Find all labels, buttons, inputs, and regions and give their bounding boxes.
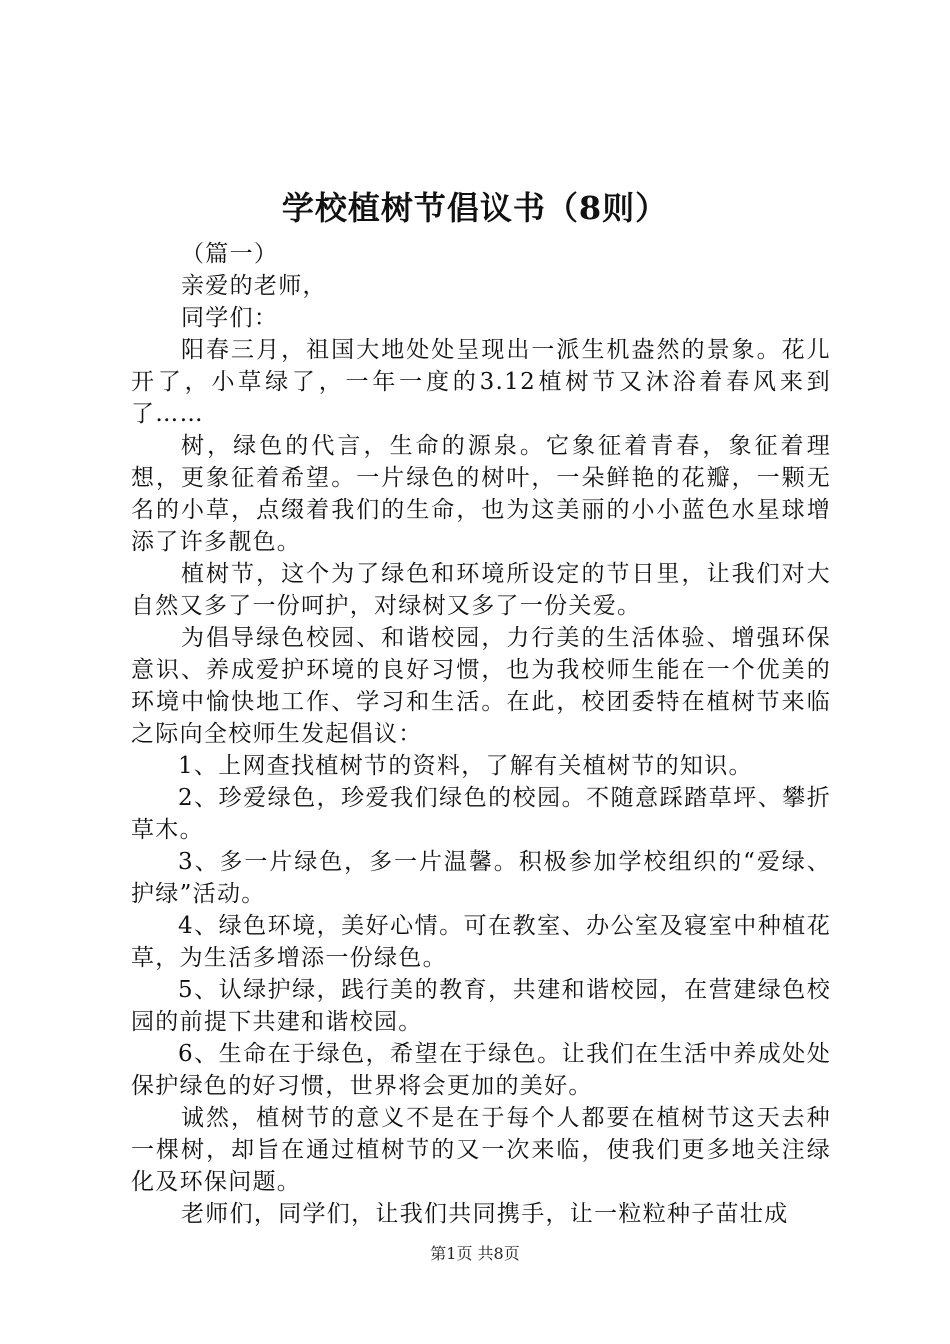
document-title: 学校植树节倡议书（8则） [281,189,669,227]
proposal-item: 6、生命在于绿色，希望在于绿色。让我们在生活中养成处处保护绿色的好习惯，世界将会更加的美好。 [131,1041,831,1099]
proposal-item: 1、上网查找植树节的资料，了解有关植树节的知识。 [178,753,753,779]
body-paragraph: 老师们，同学们，让我们共同携手，让一粒粒种子苗壮成 [181,1201,789,1227]
proposal-item: 3、多一片绿色，多一片温馨。积极参加学校组织的“爱绿、护绿”活动。 [131,849,831,907]
proposal-item: 2、珍爱绿色，珍爱我们绿色的校园。不随意踩踏草坪、攀折草木。 [131,785,831,843]
section-label: （篇一） [181,241,279,267]
proposal-item: 4、绿色环境，美好心情。可在教室、办公室及寝室中种植花草，为生活多增添一份绿色。 [131,913,831,971]
salutation-line: 同学们： [181,305,279,331]
body-paragraph: 植树节，这个为了绿色和环境所设定的节日里，让我们对大自然又多了一份呵护，对绿树又多了一份关爱。 [131,561,831,619]
page-footer: 第1页 共8页 [430,1244,520,1263]
document-body [131,238,831,1230]
body-paragraph: 诚然，植树节的意义不是在于每个人都要在植树节这天去种一棵树，却旨在通过植树节的又一次来临，使我们更多地关注绿化及环保问题。 [131,1105,831,1195]
body-paragraph: 树，绿色的代言，生命的源泉。它象征着青春，象征着理想，更象征着希望。一片绿色的树叶，一朵鲜艳的花瓣，一颗无名的小草，点缀着我们的生命，也为这美丽的小小蓝色水星球增添了许多靓色。 [131,433,831,555]
body-paragraph: 为倡导绿色校园、和谐校园，力行美的生活体验、增强环保意识、养成爱护环境的良好习惯，也为我校师生能在一个优美的环境中愉快地工作、学习和生活。在此，校团委特在植树节来临之际向全校师生发起倡议： [131,625,831,747]
body-paragraph: 阳春三月，祖国大地处处呈现出一派生机盎然的景象。花儿开了，小草绿了，一年一度的3.12植树节又沐浴着春风来到了…… [131,337,831,427]
proposal-item: 5、认绿护绿，践行美的教育，共建和谐校园，在营建绿色校园的前提下共建和谐校园。 [131,977,831,1035]
salutation-line: 亲爱的老师， [181,273,327,299]
